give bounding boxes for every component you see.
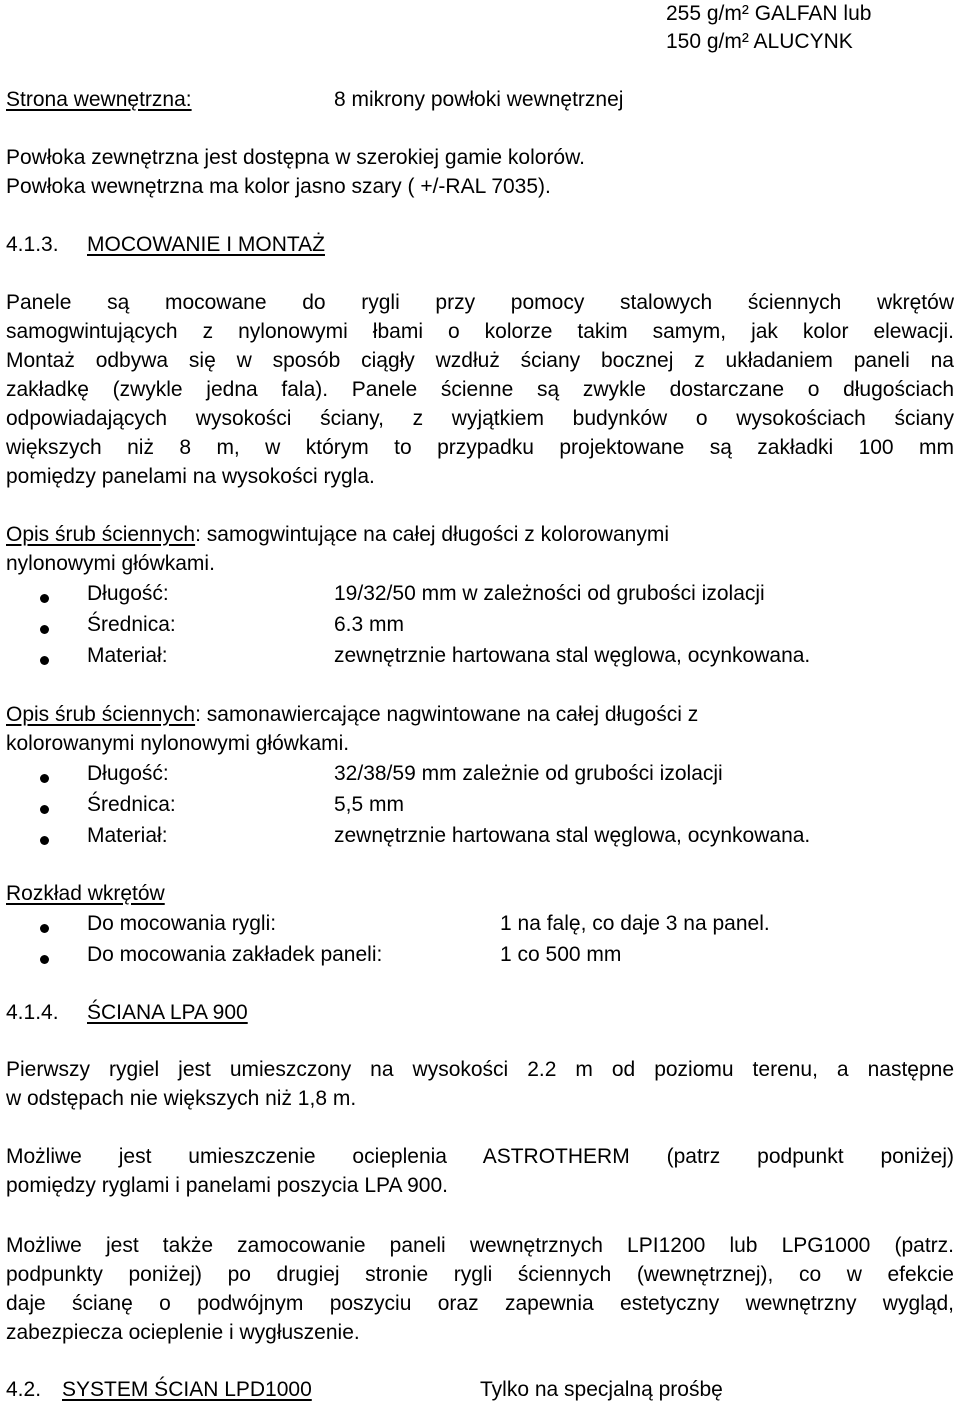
screws2-length-label: Długość:: [87, 762, 169, 785]
p2-line-2: pomiędzy ryglami i panelami poszycia LPA 900.: [6, 1174, 448, 1197]
mount-line-1: Panele są mocowane do rygli przy pomocy stalowych ściennych wkrętów: [6, 291, 954, 314]
screws1-material-value: zewnętrznie hartowana stal węglowa, ocynkowana.: [334, 644, 811, 667]
screws1-desc: : samogwintujące na całej długości z kolorowanymi: [195, 523, 669, 546]
p3-line-4: zabezpiecza ocieplenie i wygłuszenie.: [6, 1321, 360, 1344]
screws2-desc-2: kolorowanymi nylonowymi główkami.: [6, 732, 350, 755]
section-413-title: MOCOWANIE I MONTAŻ: [87, 233, 325, 256]
section-413-number: 4.1.3.: [6, 233, 59, 256]
screws2-material-value: zewnętrznie hartowana stal węglowa, ocynkowana.: [334, 824, 811, 847]
screws1-heading: Opis śrub ściennych: [6, 523, 196, 546]
section-414-title: ŚCIANA LPA 900: [87, 1001, 248, 1024]
screws2-diameter-value: 5,5 mm: [334, 793, 405, 816]
layout-overlap-label: Do mocowania zakładek paneli:: [87, 943, 383, 966]
layout-overlap-value: 1 co 500 mm: [500, 943, 622, 966]
p1-line-2: w odstępach nie większych niż 1,8 m.: [6, 1087, 357, 1110]
bullet-icon: [40, 594, 49, 603]
screws1-diameter-value: 6.3 mm: [334, 613, 405, 636]
screws2-heading: Opis śrub ściennych: [6, 703, 196, 726]
screw-layout-heading: Rozkład wkrętów: [6, 882, 165, 905]
screws2-diameter-label: Średnica:: [87, 793, 176, 816]
section-42-title: SYSTEM ŚCIAN LPD1000: [62, 1378, 312, 1401]
bullet-icon: [40, 625, 49, 634]
bullet-icon: [40, 774, 49, 783]
screws1-diameter-label: Średnica:: [87, 613, 176, 636]
p1-line-1: Pierwszy rygiel jest umieszczony na wysokości 2.2 m od poziomu terenu, a następne: [6, 1058, 954, 1081]
bullet-icon: [40, 656, 49, 665]
mount-line-7: pomiędzy panelami na wysokości rygla.: [6, 465, 375, 488]
screws2-length-value: 32/38/59 mm zależnie od grubości izolacji: [334, 762, 723, 785]
mount-line-2: samogwintujących z nylonowymi łbami o kolorze takim samym, jak kolor elewacji.: [6, 320, 954, 343]
color-outer: Powłoka zewnętrzna jest dostępna w szerokiej gamie kolorów.: [6, 146, 585, 169]
section-42-note: Tylko na specjalną prośbę: [480, 1378, 723, 1401]
screws2-desc: : samonawiercające nagwintowane na całej długości z: [195, 703, 699, 726]
mount-line-5: odpowiadających wysokości ściany, z wyjątkiem budynków o wysokościach ściany: [6, 407, 954, 430]
section-42-number: 4.2.: [6, 1378, 42, 1401]
section-414-number: 4.1.4.: [6, 1001, 59, 1024]
screws1-material-label: Materiał:: [87, 644, 168, 667]
p2-line-1: Możliwe jest umieszczenie ocieplenia ASTROTHERM (patrz podpunkt poniżej): [6, 1145, 954, 1168]
mount-line-3: Montaż odbywa się w sposób ciągły wzdłuż ściany bocznej z układaniem paneli na: [6, 349, 954, 372]
screws1-length-value: 19/32/50 mm w zależności od grubości izolacji: [334, 582, 765, 605]
inner-side-label: Strona wewnętrzna:: [6, 88, 192, 111]
screws2-description: [6, 701, 954, 729]
layout-rygle-label: Do mocowania rygli:: [87, 912, 277, 935]
bullet-icon: [40, 924, 49, 933]
coating-alucynk: 150 g/m² ALUCYNK: [666, 30, 853, 53]
bullet-icon: [40, 805, 49, 814]
coating-galfan: 255 g/m² GALFAN lub: [666, 2, 872, 25]
screws2-material-label: Materiał:: [87, 824, 168, 847]
layout-rygle-value: 1 na falę, co daje 3 na panel.: [500, 912, 770, 935]
bullet-icon: [40, 955, 49, 964]
mount-line-4: zakładkę (zwykle jedna fala). Panele ścienne są zwykle dostarczane o długościach: [6, 378, 954, 401]
p3-line-1: Możliwe jest także zamocowanie paneli wewnętrznych LPI1200 lub LPG1000 (patrz.: [6, 1234, 954, 1257]
p3-line-2: podpunkty poniżej) po drugiej stronie rygli ściennych (wewnętrznej), co w efekcie: [6, 1263, 954, 1286]
screws1-description: [6, 521, 954, 549]
inner-side-value: 8 mikrony powłoki wewnętrznej: [334, 88, 624, 111]
bullet-icon: [40, 836, 49, 845]
screws1-length-label: Długość:: [87, 582, 169, 605]
screws1-desc-2: nylonowymi główkami.: [6, 552, 215, 575]
color-inner: Powłoka wewnętrzna ma kolor jasno szary ( +/-RAL 7035).: [6, 175, 551, 198]
mount-line-6: większych niż 8 m, w którym to przypadku projektowane są zakładki 100 mm: [6, 436, 954, 459]
p3-line-3: daje ścianę o podwójnym poszyciu oraz zapewnia estetyczny wewnętrzny wygląd,: [6, 1292, 954, 1315]
